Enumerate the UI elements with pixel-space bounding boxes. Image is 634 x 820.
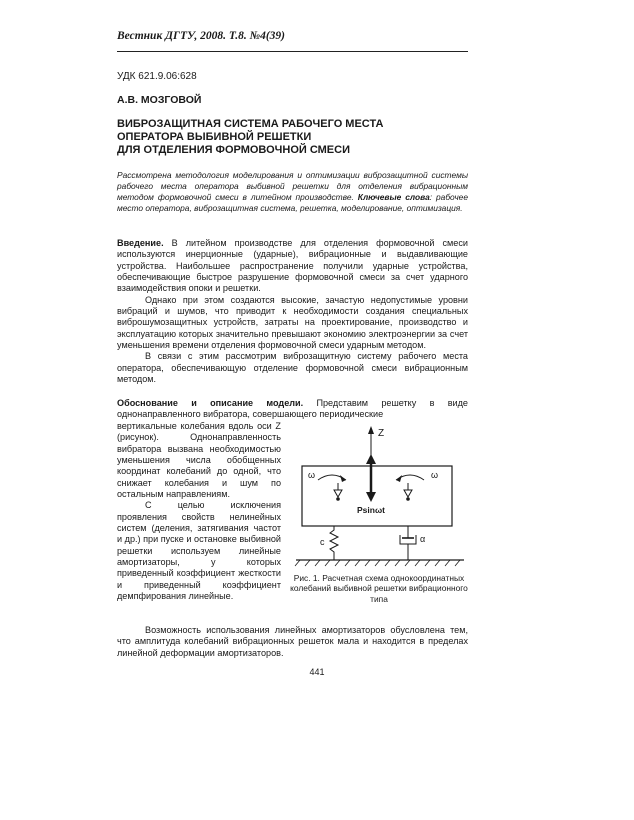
unbalance-axis-right	[406, 497, 410, 501]
omega-right-label: ω	[431, 470, 439, 480]
z-axis-arrowhead	[368, 426, 374, 434]
title-line-2: ОПЕРАТОРА ВЫБИВНОЙ РЕШЕТКИ	[117, 131, 312, 143]
ground-hatching	[295, 560, 460, 566]
intro-paragraph-2: Однако при этом создаются высокие, зачастую недопустимые уровни вибраций и шумов, что приводит к необходимости создания специальных виброшумозащитных устройств, затраты на проектирование, производство и эксплуатацию которых значительно превышают экономию электроэнергии за счет уменьшения времени отделения формовочной смеси ударным методом.	[117, 294, 468, 351]
grate-body	[302, 466, 452, 526]
unbalance-axis-left	[336, 497, 340, 501]
model-label: Обоснование и описание модели.	[117, 398, 304, 408]
keywords-text: : рабочее место оператора, виброзащитная система, решетка, моделирование, оптимизация.	[117, 192, 468, 213]
figure-caption: Рис. 1. Расчетная схема однокоординатных колебаний выбивной решетки вибрационного типа	[290, 573, 468, 604]
author-name: А.В. МОЗГОВОЙ	[117, 94, 202, 106]
intro-label: Введение.	[117, 238, 164, 248]
intro-section	[117, 238, 468, 385]
article-title	[117, 118, 383, 157]
unbalance-mass-left	[334, 490, 342, 497]
model-paragraph-1: вертикальные колебания вдоль оси Z (рисунок). Однонаправленность вибратора вызвана необходимостью уменьшения числа обобщенных координат колебаний до одной, что снижает колебания и шум по остальным направлениям.	[117, 421, 281, 500]
udc-code: УДК 621.9.06:628	[117, 71, 197, 82]
abstract-text: Рассмотрена методология моделирования и оптимизации виброзащитной системы рабочего места оператора выбивной решетки для отделения вибрационным методом формовочной смеси в литейном производстве.	[117, 170, 468, 202]
model-closing	[117, 625, 468, 659]
header-divider	[117, 51, 468, 52]
model-left-column	[117, 421, 281, 603]
spring-label: c	[320, 537, 325, 547]
force-label: Psinωt	[357, 505, 385, 515]
force-arrowhead-up	[366, 454, 376, 464]
force-arrowhead-down	[366, 492, 376, 502]
rotation-arrowhead-right	[396, 475, 402, 482]
page-number: 441	[309, 667, 325, 677]
model-lead	[117, 398, 468, 421]
omega-left-label: ω	[308, 470, 316, 480]
intro-paragraph-3: В связи с этим рассмотрим виброзащитную систему рабочего места оператора, обеспечивающую отделение формовочной смеси вибрационным методом.	[117, 351, 468, 385]
model-paragraph-3: Возможность использования линейных амортизаторов обусловлена тем, что амплитуда колебаний вибрационных решеток мала и находится в пределах линейной деформации амортизаторов.	[117, 625, 468, 658]
z-axis-label: Z	[378, 428, 385, 439]
intro-paragraph-1	[117, 238, 468, 295]
model-lead-text: Представим решетку в виде однонаправленного вибратора, совершающего периодические	[117, 398, 468, 420]
abstract	[117, 170, 468, 214]
title-line-3: ДЛЯ ОТДЕЛЕНИЯ ФОРМОВОЧНОЙ СМЕСИ	[117, 144, 350, 156]
spring-element	[330, 526, 338, 560]
keywords-label: Ключевые слова	[357, 192, 430, 202]
rotation-arrowhead-left	[340, 475, 346, 482]
title-line-1: ВИБРОЗАЩИТНАЯ СИСТЕМА РАБОЧЕГО МЕСТА	[117, 118, 384, 130]
journal-header: Вестник ДГТУ, 2008. Т.8. №4(39)	[117, 30, 286, 42]
unbalance-mass-right	[404, 490, 412, 497]
damper-label: α	[420, 534, 426, 544]
model-paragraph-2: С целью исключения проявления свойств нелинейных систем (деления, затягивания частот и др.) при пуске и остановке выбивной решетки используем линейные амортизаторы, у которых приведенный коэффициент жесткости и приведенный коэффициент демпфирования линейные.	[117, 500, 281, 602]
intro-text-1: В литейном производстве для отделения формовочной смеси используются инерционные (ударные), вибрационные и выдавливающие устройства. Наибольшее распространение получили ударные устройства, обеспечивающие быстрое разрушение формовочной смеси за счет ударного взаимодействия опоки и решетки.	[117, 238, 468, 294]
vibration-model-figure	[290, 420, 468, 572]
